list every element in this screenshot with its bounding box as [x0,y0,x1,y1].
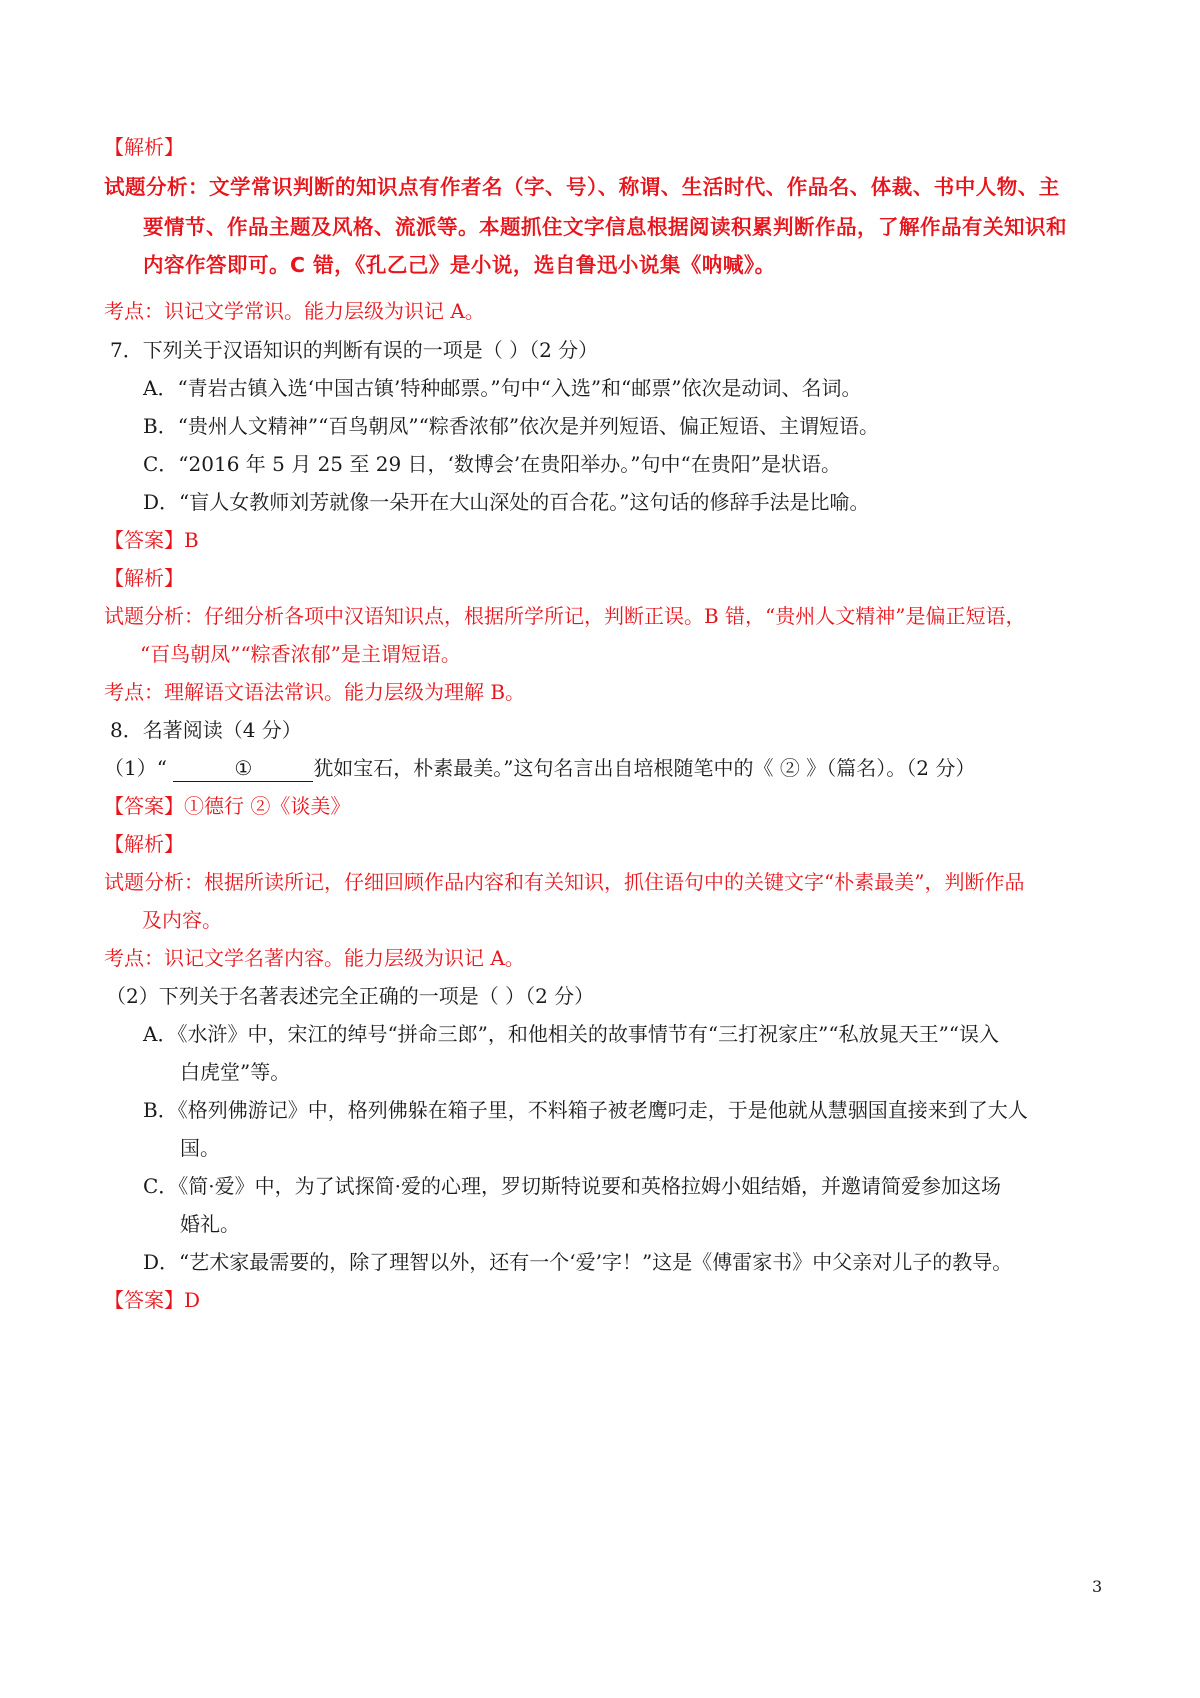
jiexi-heading: 【解析】 [104,135,184,159]
question-8-stem: 8．名著阅读（4 分） [110,718,302,742]
answer-value: ①德行 ②《谈美》 [184,794,351,818]
answer-tag: 【答案】 [104,528,184,552]
q7-option-c: C．“2016 年 5 月 25 至 29 日，‘数博会’在贵阳举办。”句中“在贵阳”是状语。 [143,452,841,476]
answer-value: B [184,528,199,552]
sub1-prefix: （1）“ [104,756,174,780]
sub1-suffix: 犹如宝石，朴素最美。”这句名言出自培根随笔中的《 ② 》（篇名）。（2 分） [313,756,976,780]
answer-value: D [184,1288,201,1312]
q7-option-b: B．“贵州人文精神”“百鸟朝凤”“粽香浓郁”依次是并列短语、偏正短语、主谓短语。 [143,414,880,438]
q8-sub2-answer [104,1287,200,1313]
answer-tag: 【答案】 [104,794,184,818]
kaodian-line: 考点：理解语文语法常识。能力层级为理解 B。 [104,680,526,704]
q8-sub2-option-c-cont: 婚礼。 [180,1212,240,1236]
answer-tag: 【答案】 [104,1288,184,1312]
kaodian-line: 考点：识记文学名著内容。能力层级为识记 A。 [104,946,525,970]
q8-sub2-option-d: D．“艺术家最需要的，除了理智以外，还有一个‘爱’字！”这是《傅雷家书》中父亲对儿子的教导。 [143,1250,1013,1274]
question-7-stem: 7．下列关于汉语知识的判断有误的一项是（ ）（2 分） [110,338,599,362]
analysis-line: 内容作答即可。C 错，《孔乙己》是小说，选自鲁迅小说集《呐喊》。 [143,253,776,277]
q8-sub2-option-a: A．《水浒》中，宋江的绰号“拼命三郎”，和他相关的故事情节有“三打祝家庄”“私放晁天王”“误入 [143,1022,1000,1046]
q8-sub2-option-b: B．《格列佛游记》中，格列佛躲在箱子里，不料箱子被老鹰叼走，于是他就从慧骃国直接来到了大人 [143,1098,1028,1122]
q8-sub1-stem [104,755,975,782]
q7-answer [104,527,199,553]
analysis-line: 试题分析：根据所读所记，仔细回顾作品内容和有关知识，抓住语句中的关键文字“朴素最美”，判断作品 [104,870,1025,894]
q7-option-d: D．“盲人女教师刘芳就像一朵开在大山深处的百合花。”这句话的修辞手法是比喻。 [143,490,870,514]
analysis-line: 要情节、作品主题及风格、流派等。本题抓住文字信息根据阅读积累判断作品，了解作品有关知识和 [143,215,1067,239]
q8-sub2-option-b-cont: 国。 [180,1136,220,1160]
analysis-line: 试题分析：仔细分析各项中汉语知识点，根据所学所记，判断正误。B 错，“贵州人文精神”是偏正短语， [104,604,1026,628]
page-number: 3 [1092,1577,1103,1596]
kaodian-line: 考点：识记文学常识。能力层级为识记 A。 [104,299,485,323]
jiexi-heading: 【解析】 [104,832,184,856]
q8-sub1-answer [104,793,350,819]
q8-sub2-option-a-cont: 白虎堂”等。 [180,1060,291,1084]
fill-blank: ① [173,755,313,782]
q8-sub2-option-c: C．《简·爱》中，为了试探简·爱的心理，罗切斯特说要和英格拉姆小姐结婚，并邀请简爱参加这场 [143,1174,1002,1198]
q7-option-a: A．“青岩古镇入选‘中国古镇’特种邮票。”句中“入选”和“邮票”依次是动词、名词。 [143,376,862,400]
analysis-line: 及内容。 [142,908,222,932]
analysis-line: 试题分析：文学常识判断的知识点有作者名（字、号）、称谓、生活时代、作品名、体裁、书中人物、主 [104,175,1060,199]
jiexi-heading: 【解析】 [104,566,184,590]
q8-sub2-stem: （2）下列关于名著表述完全正确的一项是（ ）（2 分） [106,984,595,1008]
analysis-line: “百鸟朝凤”“粽香浓郁”是主谓短语。 [140,642,461,666]
